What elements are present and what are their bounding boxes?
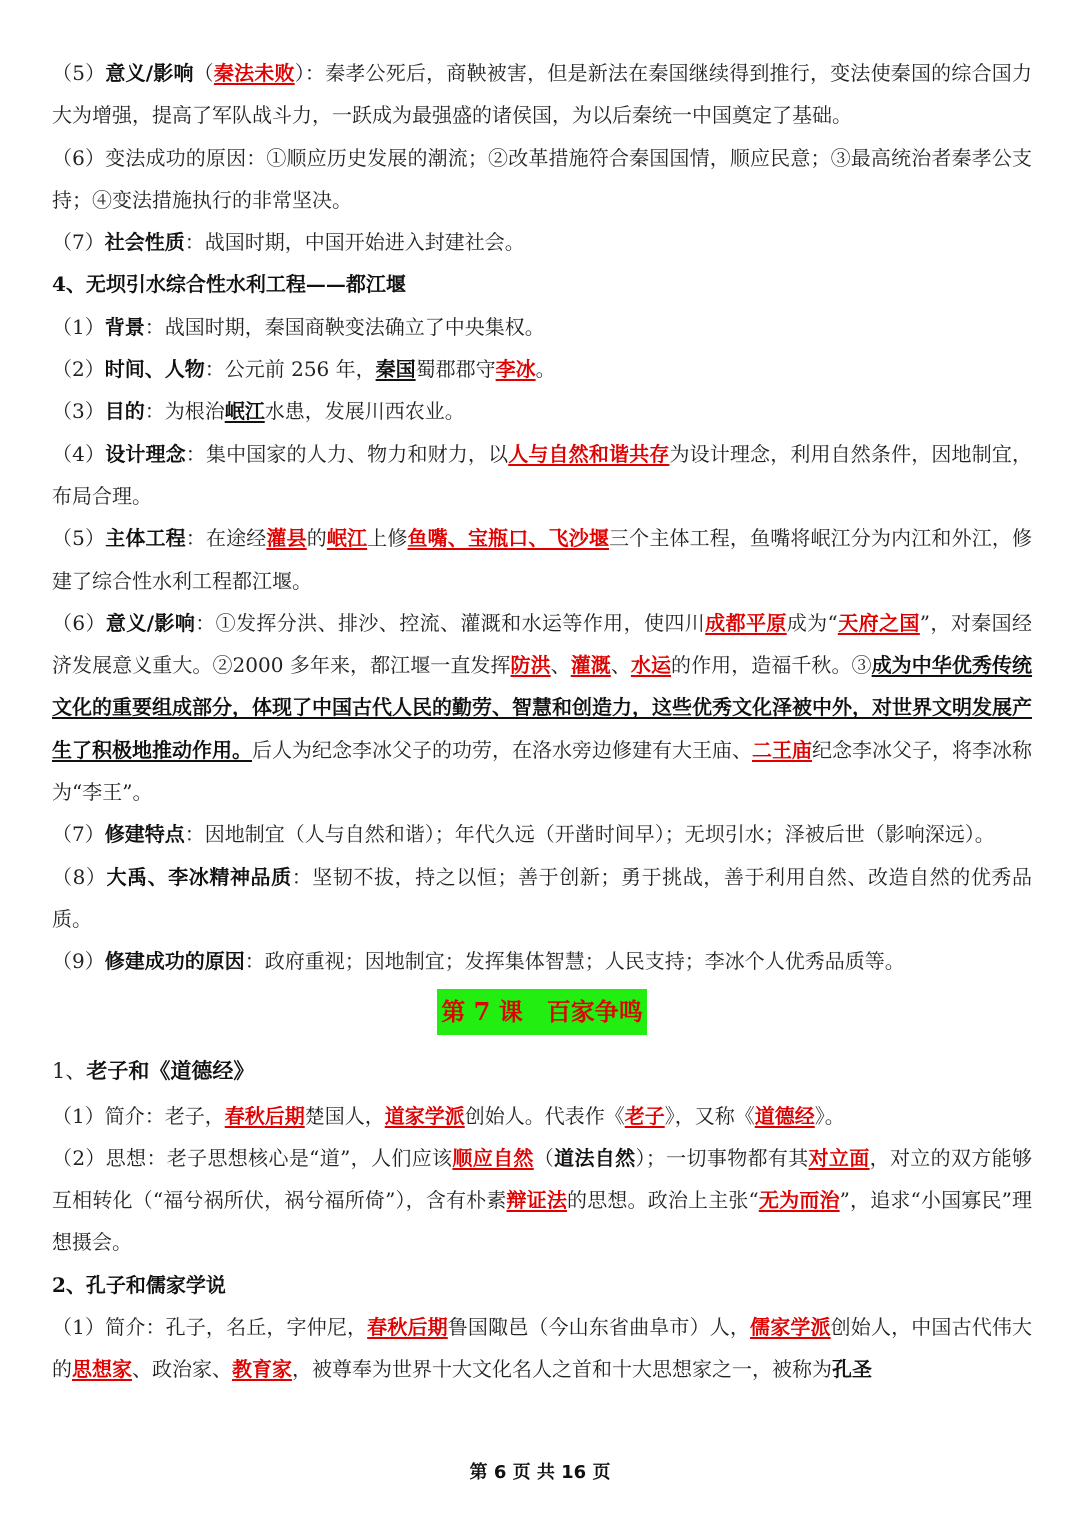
key-term: 顺应自然 — [452, 1145, 534, 1170]
bold-label: 设计理念 — [105, 441, 186, 466]
section-heading-laozi — [52, 1047, 1032, 1095]
text-segment: （8） — [52, 864, 107, 889]
text-segment: （1）简介：老子， — [52, 1103, 225, 1128]
section-heading-text: 老子和《道德经》 — [86, 1057, 255, 1083]
text-segment: 蜀郡郡守 — [415, 357, 496, 382]
paragraph — [52, 137, 1032, 222]
text-segment: （2） — [52, 357, 105, 382]
key-term: 水运 — [630, 653, 672, 678]
text-segment: 秦国 — [375, 357, 416, 382]
bold-label: 社会性质 — [104, 230, 185, 255]
section-heading-number: 1、 — [52, 1058, 87, 1083]
lesson-title-wrap — [52, 989, 1032, 1037]
paragraph — [52, 856, 1032, 941]
section-hundred-schools — [52, 1095, 1032, 1391]
bold-label: 意义/影响 — [105, 610, 196, 635]
paragraph — [52, 52, 1032, 137]
key-term: 思想家 — [72, 1357, 132, 1382]
key-term: 辩证法 — [506, 1188, 568, 1213]
paragraph — [52, 1095, 1032, 1137]
paragraph — [52, 263, 1032, 305]
text-segment: （1） — [52, 314, 105, 339]
text-segment: ，对立的双方能够互相转化（“福兮祸所伏，祸兮福所倚”），含有朴素 — [52, 1145, 1033, 1213]
text-segment: ，被尊奉为世界十大文化名人之首和十大思想家之一，被称为 — [292, 1357, 832, 1382]
text-segment: 、 — [610, 653, 631, 678]
text-segment: ：因地制宜（人与自然和谐）；年代久远（开凿时间早）；无坝引水；泽被后世（影响深远）。 — [184, 822, 995, 847]
text-segment: ：①发挥分洪、排沙、控流、灌溉和水运等作用，使四川 — [195, 610, 706, 635]
paragraph — [52, 390, 1032, 432]
paragraph — [52, 517, 1032, 602]
key-term: 春秋后期 — [224, 1103, 305, 1128]
key-term: 对立面 — [808, 1145, 870, 1170]
bold-label: 意义/影响 — [105, 61, 194, 85]
text-segment: 三个主体工程，鱼嘴将岷江分为内江和外江，修建了综合性水利工程都江堰。 — [52, 526, 1033, 593]
document-body — [52, 52, 1032, 1391]
text-segment: 的作用，造福千秋。③ — [671, 653, 872, 678]
key-term: 岷江 — [326, 526, 368, 551]
text-segment: （6）变法成功的原因：①顺应历史发展的潮流；②改革措施符合秦国国情，顺应民意；③最高统治者秦孝公支持；④变法措施执行的非常坚决。 — [52, 145, 1032, 212]
text-segment: 。 — [535, 357, 556, 382]
text-segment: ：战国时期，秦国商鞅变法确立了中央集权。 — [144, 314, 545, 339]
text-segment: 成为中华优秀传统文化的重要组成部分，体现了中国古代人民的勤劳、智慧和创造力，这些优秀文化泽被中外，对世界文明发展产生了积极地推动作用。 — [52, 653, 1033, 762]
bold-label: 大禹、李冰精神品质 — [106, 864, 292, 889]
text-segment: （7） — [52, 230, 105, 255]
text-segment: ”，追求“小国寡民”理想摄会。 — [52, 1188, 1033, 1255]
key-term: 灌溉 — [570, 653, 611, 678]
section-dujiangyan — [52, 52, 1032, 983]
paragraph — [52, 221, 1032, 263]
text-segment: （9） — [52, 949, 105, 974]
key-term: 道德经 — [754, 1103, 815, 1128]
page-footer: 第 6 页 共 16 页 — [469, 1462, 611, 1483]
text-segment: 、 — [550, 653, 571, 678]
key-term: 成都平原 — [705, 610, 787, 635]
text-segment: ：战国时期，中国开始进入封建社会。 — [184, 230, 525, 255]
bold-label: 2、孔子和儒家学说 — [52, 1272, 226, 1297]
key-term: 鱼嘴、宝瓶口、飞沙堰 — [407, 526, 610, 551]
text-segment: 楚国人， — [304, 1103, 385, 1128]
text-segment: 、政治家、 — [132, 1357, 232, 1382]
key-term: 天府之国 — [837, 610, 920, 635]
text-segment: （ — [193, 61, 214, 85]
text-segment: 鲁国陬邑（今山东省曲阜市）人， — [447, 1315, 751, 1340]
text-segment: ）：秦孝公死后，商鞅被害，但是新法在秦国继续得到推行，变法使秦国的综合国力大为增强，提高了军队战斗力，一跃成为最强盛的诸侯国，为以后秦统一中国奠定了基础。 — [52, 61, 1032, 128]
key-term: 李冰 — [495, 357, 536, 382]
text-segment: 的思想。政治上主张“ — [567, 1188, 759, 1213]
text-segment: ：政府重视；因地制宜；发挥集体智慧；人民支持；李冰个人优秀品质等。 — [244, 949, 905, 974]
text-segment: 成为“ — [786, 610, 838, 635]
bold-label: 孔圣 — [832, 1357, 872, 1382]
paragraph — [52, 348, 1032, 390]
paragraph — [52, 1137, 1032, 1264]
lesson-title: 第 7 课 百家争鸣 — [437, 989, 646, 1035]
bold-label: 目的 — [104, 399, 145, 424]
text-segment: 为设计理念，利用自然条件，因地制宜，布局合理。 — [52, 441, 1033, 508]
paragraph — [52, 1306, 1032, 1391]
text-segment: （1）简介：孔子，名丘，字仲尼， — [52, 1315, 368, 1340]
paragraph — [52, 1264, 1032, 1306]
paragraph — [52, 306, 1032, 348]
key-term: 春秋后期 — [367, 1315, 448, 1340]
text-segment: ：为根治 — [144, 399, 225, 424]
paragraph — [52, 433, 1032, 518]
paragraph — [52, 602, 1032, 813]
key-term: 灌县 — [266, 526, 307, 551]
text-segment: 创始人，中国古代伟大的 — [52, 1315, 1033, 1382]
text-segment: ：公元前 256 年， — [204, 357, 376, 382]
key-term: 防洪 — [510, 653, 551, 678]
text-segment: ：在途经 — [185, 526, 267, 551]
text-segment: （6） — [52, 610, 106, 635]
paragraph — [52, 940, 1032, 982]
text-segment: 上修 — [367, 526, 408, 551]
key-term: 教育家 — [232, 1357, 292, 1382]
text-segment: （5） — [52, 526, 106, 551]
text-segment: （3） — [52, 399, 105, 424]
text-segment: （5） — [52, 61, 106, 85]
text-segment: ）；一切事物都有其 — [635, 1145, 809, 1170]
key-term: 秦法未败 — [213, 61, 295, 85]
bold-label: 修建特点 — [104, 822, 185, 847]
text-segment: （4） — [52, 441, 106, 466]
text-segment: ：坚韧不拔，持之以恒；善于创新；勇于挑战，善于利用自然、改造自然的优秀品质。 — [52, 864, 1033, 931]
paragraph — [52, 813, 1032, 855]
text-segment: （7） — [52, 822, 105, 847]
key-term: 二王庙 — [752, 737, 812, 762]
key-term: 无为而治 — [758, 1188, 840, 1213]
text-segment: ：集中国家的人力、物力和财力，以 — [185, 441, 509, 466]
text-segment: 岷江 — [224, 399, 265, 424]
bold-label: 修建成功的原因 — [104, 949, 245, 974]
text-segment: 》。 — [814, 1103, 845, 1128]
text-segment: 水患，发展川西农业。 — [264, 399, 465, 424]
text-segment: 》，又称《 — [664, 1103, 755, 1128]
text-segment: 的 — [306, 526, 327, 551]
bold-label: 4、无坝引水综合性水利工程——都江堰 — [52, 272, 406, 297]
bold-label: 道法自然 — [554, 1145, 636, 1170]
text-segment: 纪念李冰父子，将李冰称为“李王”。 — [52, 737, 1032, 805]
bold-label: 主体工程 — [105, 526, 186, 551]
text-segment: （ — [533, 1145, 555, 1170]
key-term: 人与自然和谐共存 — [508, 441, 670, 466]
key-term: 儒家学派 — [750, 1315, 831, 1340]
key-term: 老子 — [624, 1103, 665, 1128]
bold-label: 时间、人物 — [104, 357, 205, 382]
text-segment: 后人为纪念李冰父子的功劳，在洛水旁边修建有大王庙、 — [252, 737, 752, 762]
text-segment: 创始人。代表作《 — [464, 1103, 625, 1128]
key-term: 道家学派 — [384, 1103, 465, 1128]
bold-label: 背景 — [104, 314, 145, 339]
text-segment: ”，对秦国经济发展意义重大。②2000 多年来，都江堰一直发挥 — [52, 610, 1033, 678]
text-segment: （2）思想：老子思想核心是“道”，人们应该 — [52, 1145, 453, 1170]
